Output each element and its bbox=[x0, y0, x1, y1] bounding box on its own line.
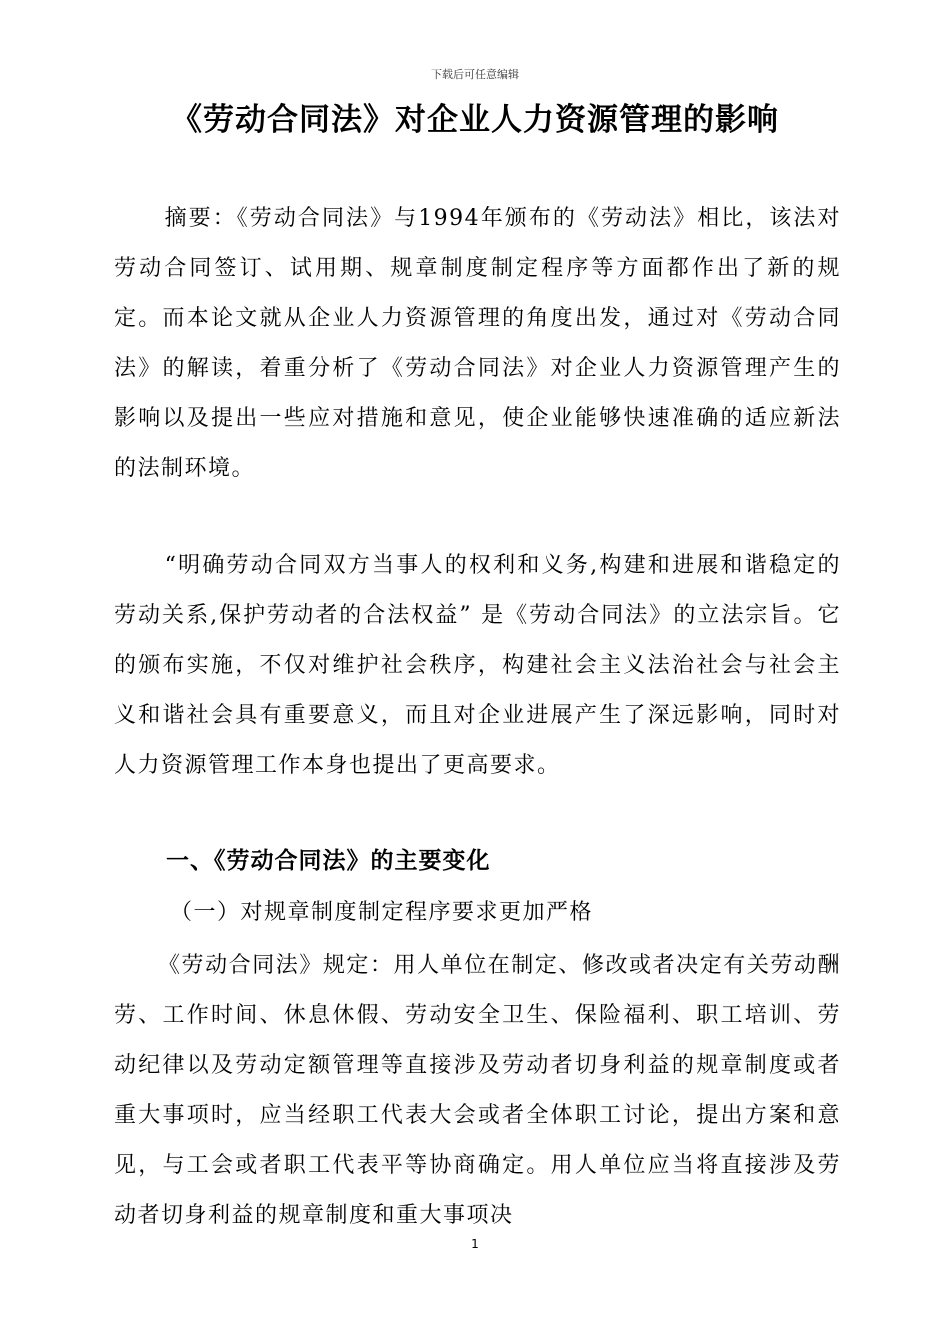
body-paragraph: 《劳动合同法》规定：用人单位在制定、修改或者决定有关劳动酬劳、工作时间、休息休假、劳动安全卫生、保险福利、职工培训、劳动纪律以及劳动定额管理等直接涉及劳动者切身利益的规章制度或者重大事项时，应当经职工代表大会或者全体职工讨论，提出方案和意见，与工会或者职工代表平等协商确定。用人单位应当将直接涉及劳动者切身利益的规章制度和重大事项决 bbox=[114, 953, 841, 1228]
header-note: 下载后可任意编辑 bbox=[431, 68, 519, 81]
subsection-heading: （一）对规章制度制定程序要求更加严格 bbox=[170, 900, 594, 925]
abstract-paragraph: 摘要：《劳动合同法》与1994年颁布的《劳动法》相比，该法对劳动合同签订、试用期、规章制度制定程序等方面都作出了新的规定。而本论文就从企业人力资源管理的角度出发，通过对《劳动合同法》的解读，着重分析了《劳动合同法》对企业人力资源管理产生的影响以及提出一些应对措施和意见，使企业能够快速准确的适应新法的法制环境。 bbox=[114, 206, 841, 481]
section-heading: 一、《劳动合同法》的主要变化 bbox=[166, 848, 491, 874]
intro-paragraph: “明确劳动合同双方当事人的权利和义务,构建和进展和谐稳定的劳动关系,保护劳动者的合法权益” 是《劳动合同法》的立法宗旨。它的颁布实施，不仅对维护社会秩序，构建社会主义法治社会与社会主义和谐社会具有重要意义，而且对企业进展产生了深远影响，同时对人力资源管理工作本身也提出了更高要求。 bbox=[114, 553, 841, 778]
page-number: 1 bbox=[471, 1237, 479, 1251]
document-title: 《劳动合同法》对企业人力资源管理的影响 bbox=[171, 102, 779, 138]
